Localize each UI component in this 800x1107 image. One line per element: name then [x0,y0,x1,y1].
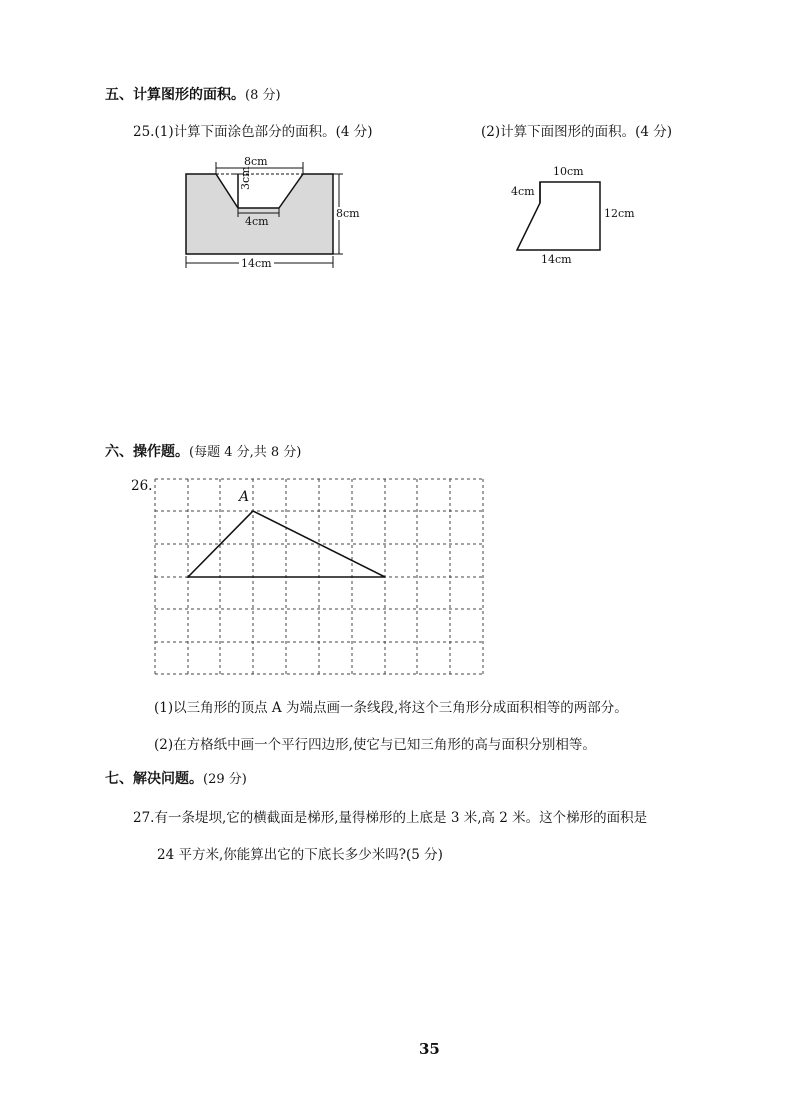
label-bottom-4cm: 4cm [245,215,269,228]
label-right-12cm: 12cm [604,207,635,220]
label-top-10cm: 10cm [553,165,584,178]
label-bottom-14cm: 14cm [541,253,572,266]
page-number: 35 [419,1040,440,1058]
section-6-points: (每题 4 分,共 8 分) [189,445,302,460]
section-7-points: (29 分) [203,772,247,787]
q26-sub1-text: (1)以三角形的顶点 A 为端点画一条线段,将这个三角形分成面积相等的两部分。 [154,700,628,716]
vertex-label-a: A [239,489,250,505]
section-6-title: 六、操作题。 [105,444,189,460]
label-width-14cm: 14cm [241,257,272,270]
label-height-8cm: 8cm [336,207,360,220]
section-5-title: 五、计算图形的面积。 [105,87,245,103]
q25-part2-text: (2)计算下面图形的面积。(4 分) [481,124,673,140]
label-depth-3cm: 3cm [239,166,252,190]
q26-number: 26. [131,478,153,494]
q26-sub2-text: (2)在方格纸中画一个平行四边形,使它与已知三角形的高与面积分别相等。 [154,737,596,753]
shaded-region [186,174,333,254]
section-7-heading [105,768,247,788]
q27-line1: 27.有一条堤坝,它的横截面是梯形,量得梯形的上底是 3 米,高 2 米。这个梯形的面积是 [133,810,648,826]
label-top-8cm: 8cm [244,155,268,168]
q25-part1-text: 25.(1)计算下面涂色部分的面积。(4 分) [133,124,373,140]
q27-line2: 24 平方米,你能算出它的下底长多少米吗?(5 分) [157,847,443,863]
section-5-points: (8 分) [245,88,281,103]
section-7-title: 七、解决问题。 [105,771,203,787]
label-left-4cm: 4cm [511,185,535,198]
section-6-heading [105,441,301,461]
